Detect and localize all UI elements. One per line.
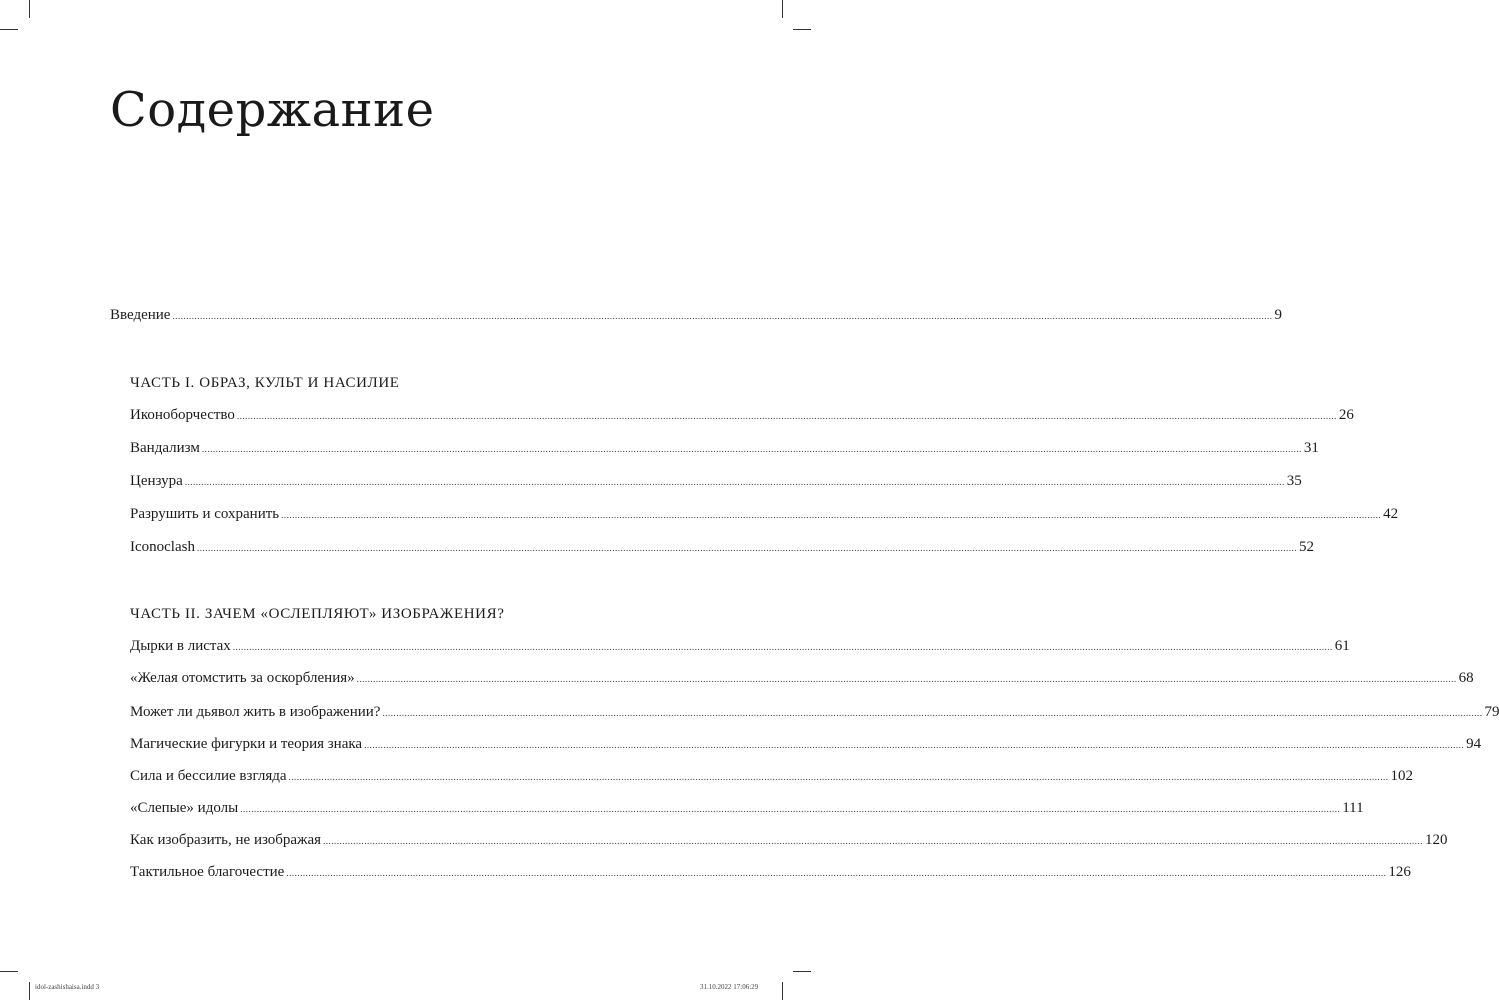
dot-leader: ................................................................................................................................................................................................................................................................................................................................................................................................................ (356, 674, 1457, 684)
toc-entry-page: 102 (1390, 768, 1414, 784)
dot-leader: ................................................................................................................................................................................................................................................................................................................................................................................................................ (236, 411, 1337, 421)
dot-leader: ................................................................................................................................................................................................................................................................................................................................................................................................................ (364, 740, 1465, 750)
toc-entry-intro[interactable] (110, 304, 1282, 326)
dot-leader: ................................................................................................................................................................................................................................................................................................................................................................................................................ (382, 708, 1483, 718)
crop-mark (0, 29, 18, 30)
toc-entry-page: 52 (1298, 539, 1314, 555)
crop-mark (29, 0, 30, 18)
dot-leader: ................................................................................................................................................................................................................................................................................................................................................................................................................ (201, 444, 1302, 454)
toc-entry-label: Иконоборчество (130, 407, 235, 423)
dot-leader: ................................................................................................................................................................................................................................................................................................................................................................................................................ (172, 311, 1273, 321)
toc-entry[interactable] (130, 797, 1364, 819)
toc-entry-page: 126 (1388, 864, 1411, 880)
dot-leader: ................................................................................................................................................................................................................................................................................................................................................................................................................ (184, 477, 1285, 487)
toc-entry-label: Вандализм (130, 440, 200, 456)
toc-entry[interactable] (130, 701, 1499, 723)
page-title: Содержание (110, 82, 435, 138)
toc-entry[interactable] (130, 437, 1319, 459)
dot-leader: ................................................................................................................................................................................................................................................................................................................................................................................................................ (281, 510, 1382, 520)
part-heading: ЧАСТЬ I. ОБРАЗ, КУЛЬТ И НАСИЛИЕ (130, 375, 400, 391)
dot-leader: ................................................................................................................................................................................................................................................................................................................................................................................................................ (232, 642, 1333, 652)
toc-entry-label: «Слепые» идолы (130, 800, 239, 816)
toc-entry-label: Дырки в листах (130, 638, 231, 654)
toc-entry-label: Iconoclash (130, 539, 195, 555)
toc-entry-label: Цензура (130, 473, 183, 489)
toc-entry[interactable] (130, 733, 1482, 755)
toc-entry-label: Разрушить и сохранить (130, 506, 280, 522)
part-heading: ЧАСТЬ II. ЗАЧЕМ «ОСЛЕПЛЯЮТ» ИЗОБРАЖЕНИЯ? (130, 606, 505, 622)
crop-mark (782, 0, 783, 18)
toc-entry[interactable] (130, 765, 1414, 787)
toc-entry-page: 79 (1484, 704, 1499, 720)
toc-entry[interactable] (130, 536, 1314, 558)
toc-entry-label: Сила и бессилие взгляда (130, 768, 287, 784)
toc-entry-page: 68 (1458, 670, 1474, 686)
crop-mark (793, 971, 811, 972)
toc-entry-page: 94 (1466, 736, 1482, 752)
footer-timestamp: 31.10.2022 17:06:29 (700, 983, 759, 991)
toc-entry-page: 42 (1383, 506, 1399, 522)
toc-entry-page: 35 (1286, 473, 1302, 489)
toc-entry[interactable] (130, 829, 1448, 851)
toc-entry[interactable] (130, 667, 1474, 689)
toc-entry-label: Введение (110, 307, 171, 323)
toc-entry-label: «Желая отомстить за оскорбления» (130, 670, 355, 686)
toc-entry[interactable] (130, 861, 1411, 883)
crop-mark (782, 982, 783, 1000)
toc-entry-page: 31 (1303, 440, 1319, 456)
toc-entry[interactable] (130, 404, 1354, 426)
dot-leader: ................................................................................................................................................................................................................................................................................................................................................................................................................ (240, 804, 1341, 814)
dot-leader: ................................................................................................................................................................................................................................................................................................................................................................................................................ (288, 772, 1389, 782)
crop-mark (29, 982, 30, 1000)
toc-entry-page: 61 (1334, 638, 1350, 654)
footer-file-slug: idol-zashishaisa.indd 3 (35, 983, 100, 991)
toc-entry-page: 9 (1274, 307, 1282, 323)
toc-entry-page: 26 (1338, 407, 1354, 423)
toc-entry[interactable] (130, 470, 1302, 492)
crop-mark (0, 971, 18, 972)
dot-leader: ................................................................................................................................................................................................................................................................................................................................................................................................................ (196, 543, 1297, 553)
crop-mark (793, 29, 811, 30)
dot-leader: ................................................................................................................................................................................................................................................................................................................................................................................................................ (286, 868, 1387, 878)
toc-entry-label: Магические фигурки и теория знака (130, 736, 363, 752)
toc-entry-page: 111 (1342, 800, 1364, 816)
toc-entry-page: 120 (1425, 832, 1448, 848)
toc-entry-label: Может ли дьявол жить в изображении? (130, 704, 381, 720)
dot-leader: ................................................................................................................................................................................................................................................................................................................................................................................................................ (323, 836, 1424, 846)
toc-entry-label: Как изобразить, не изображая (130, 832, 322, 848)
toc-entry-label: Тактильное благочестие (130, 864, 285, 880)
toc-entry[interactable] (130, 635, 1350, 657)
toc-entry[interactable] (130, 503, 1399, 525)
